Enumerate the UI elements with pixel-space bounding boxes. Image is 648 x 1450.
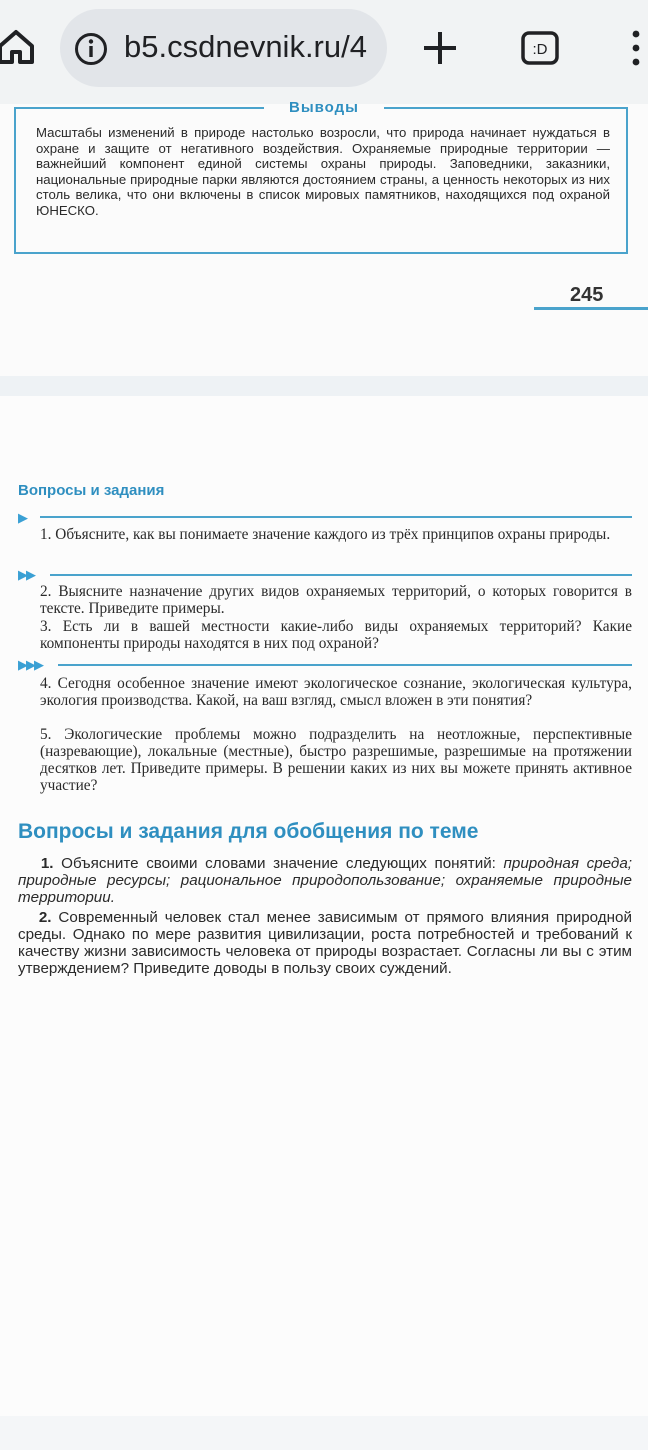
summary-item-2-number: 2. bbox=[38, 909, 52, 926]
level-3-rule bbox=[58, 664, 632, 666]
tab-switcher-icon[interactable] bbox=[520, 28, 560, 68]
conclusions-text: Масштабы изменений в природе настолько возросли, что природа начинает нуждаться в охране и защите от негативного воздействия. Охраняемые природные территории — важнейший компонент единой системы охраны природы. Заповедники, заказники, национальные природные парки являются достоянием страны, а ценность некоторых из них столь велика, что они включены в список мировых памятников, находящихся под охраной ЮНЕСКО. bbox=[36, 125, 610, 218]
info-icon[interactable] bbox=[74, 32, 108, 66]
question-3: 3. Есть ли в вашей местности какие-либо виды охраняемых территорий? Какие компоненты природы находятся в них под охраной? bbox=[40, 618, 632, 652]
conclusions-title: Выводы bbox=[289, 99, 359, 116]
summary-heading: Вопросы и задания для обобщения по теме bbox=[18, 820, 479, 843]
question-4: 4. Сегодня особенное значение имеют экологическое сознание, экологическая культура, экология производства. Какой, на ваш взгляд, смысл вложен в эти понятия? bbox=[40, 675, 632, 709]
summary-item-1 bbox=[18, 855, 632, 906]
question-5: 5. Экологические проблемы можно подразделить на неотложные, перспективные (назревающие), локальные (местные), быстро разрешимые, разрешимые на протяжении десятков лет. Приведите примеры. В решении каких из них вы можете принять активное участие? bbox=[40, 726, 632, 794]
url-text[interactable]: b5.csdnevnik.ru/4 bbox=[124, 29, 367, 64]
summary-item-1-terms: природная среда; природные ресурсы; рациональное природопользование; охраняемые природные территории. bbox=[18, 855, 632, 906]
question-2: 2. Выясните назначение других видов охраняемых территорий, о которых говорится в тексте. Приведите примеры. bbox=[40, 583, 632, 617]
page-number: 245 bbox=[570, 284, 604, 306]
summary-item-1-number: 1. bbox=[40, 855, 54, 872]
level-1-marker: ▶ bbox=[18, 510, 26, 525]
summary-item-1-text: Объясните своими словами значение следующих понятий: bbox=[61, 855, 496, 872]
browser-toolbar bbox=[0, 0, 648, 104]
question-1: 1. Объясните, как вы понимаете значение каждого из трёх принципов охраны природы. bbox=[40, 526, 611, 543]
bottom-strip bbox=[0, 1416, 648, 1450]
level-2-rule bbox=[50, 574, 632, 576]
new-tab-icon[interactable] bbox=[420, 28, 460, 68]
summary-item-2-text: Современный человек стал менее зависимым от прямого влияния природной среды. Однако по мере развития цивилизации, роста потребностей и требований к качеству жизни зависимость человека от природы возрастает. Согласны ли вы с этим утверждением? Приведите доводы в пользу своих суждений. bbox=[18, 909, 632, 977]
level-1-rule bbox=[40, 516, 632, 518]
page-separator bbox=[0, 376, 648, 396]
svg-text::D: :D bbox=[532, 41, 548, 58]
questions-heading: Вопросы и задания bbox=[18, 482, 165, 499]
page-number-underline bbox=[534, 307, 648, 310]
home-icon[interactable] bbox=[0, 26, 34, 66]
level-3-marker: ▶▶▶ bbox=[18, 657, 42, 672]
menu-icon[interactable] bbox=[630, 28, 642, 68]
level-2-marker: ▶▶ bbox=[18, 567, 34, 582]
summary-item-2 bbox=[18, 909, 632, 977]
page-scan-bottom bbox=[0, 396, 648, 1416]
